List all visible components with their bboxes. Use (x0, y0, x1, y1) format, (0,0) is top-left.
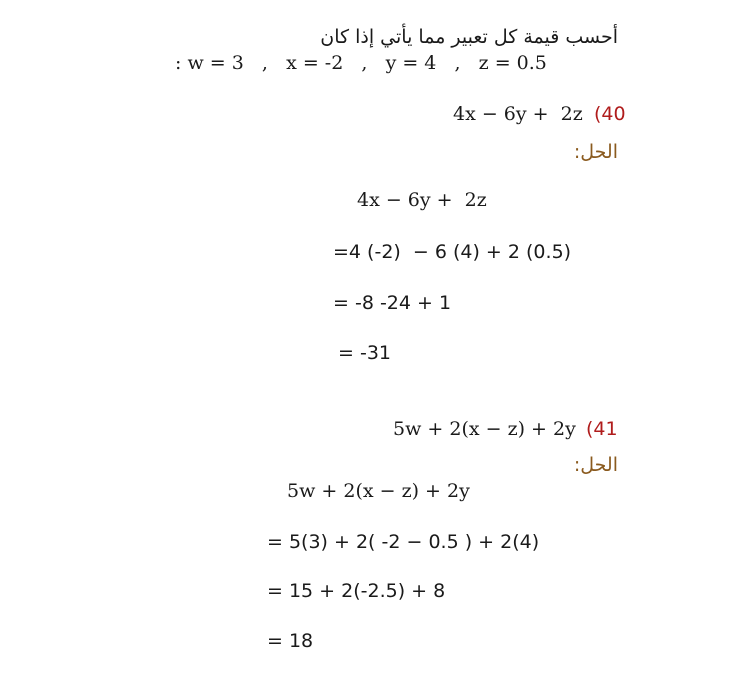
problem-41-step-1: 5w + 2(x − z) + 2y (287, 480, 470, 502)
given-values: : w = 3 , x = -2 , y = 4 , z = 0.5 (175, 52, 547, 74)
problem-41-step-2: = 5(3) + 2( -2 − 0.5 ) + 2(4) (267, 531, 540, 553)
problem-40-step-2: =4 (-2) − 6 (4) + 2 (0.5) (333, 241, 572, 263)
instruction-text: أحسب قيمة كل تعبير مما يأتي إذا كان (320, 26, 618, 48)
problem-40-step-3: = -8 -24 + 1 (333, 292, 452, 314)
problem-41-solution-label: الحل: (573, 454, 618, 476)
problem-41-expression: 5w + 2(x − z) + 2y (393, 418, 576, 440)
problem-41-step-4: = 18 (267, 630, 314, 652)
problem-40-expression: 4x − 6y + 2z (453, 103, 583, 125)
problem-41-step-3: = 15 + 2(-2.5) + 8 (267, 580, 446, 602)
problem-41-number: (41 (586, 418, 618, 440)
problem-40-solution-label: الحل: (573, 141, 618, 163)
problem-40-number: (40 (594, 103, 626, 125)
problem-40-step-1: 4x − 6y + 2z (357, 189, 487, 211)
problem-40-step-4: = -31 (338, 342, 391, 364)
